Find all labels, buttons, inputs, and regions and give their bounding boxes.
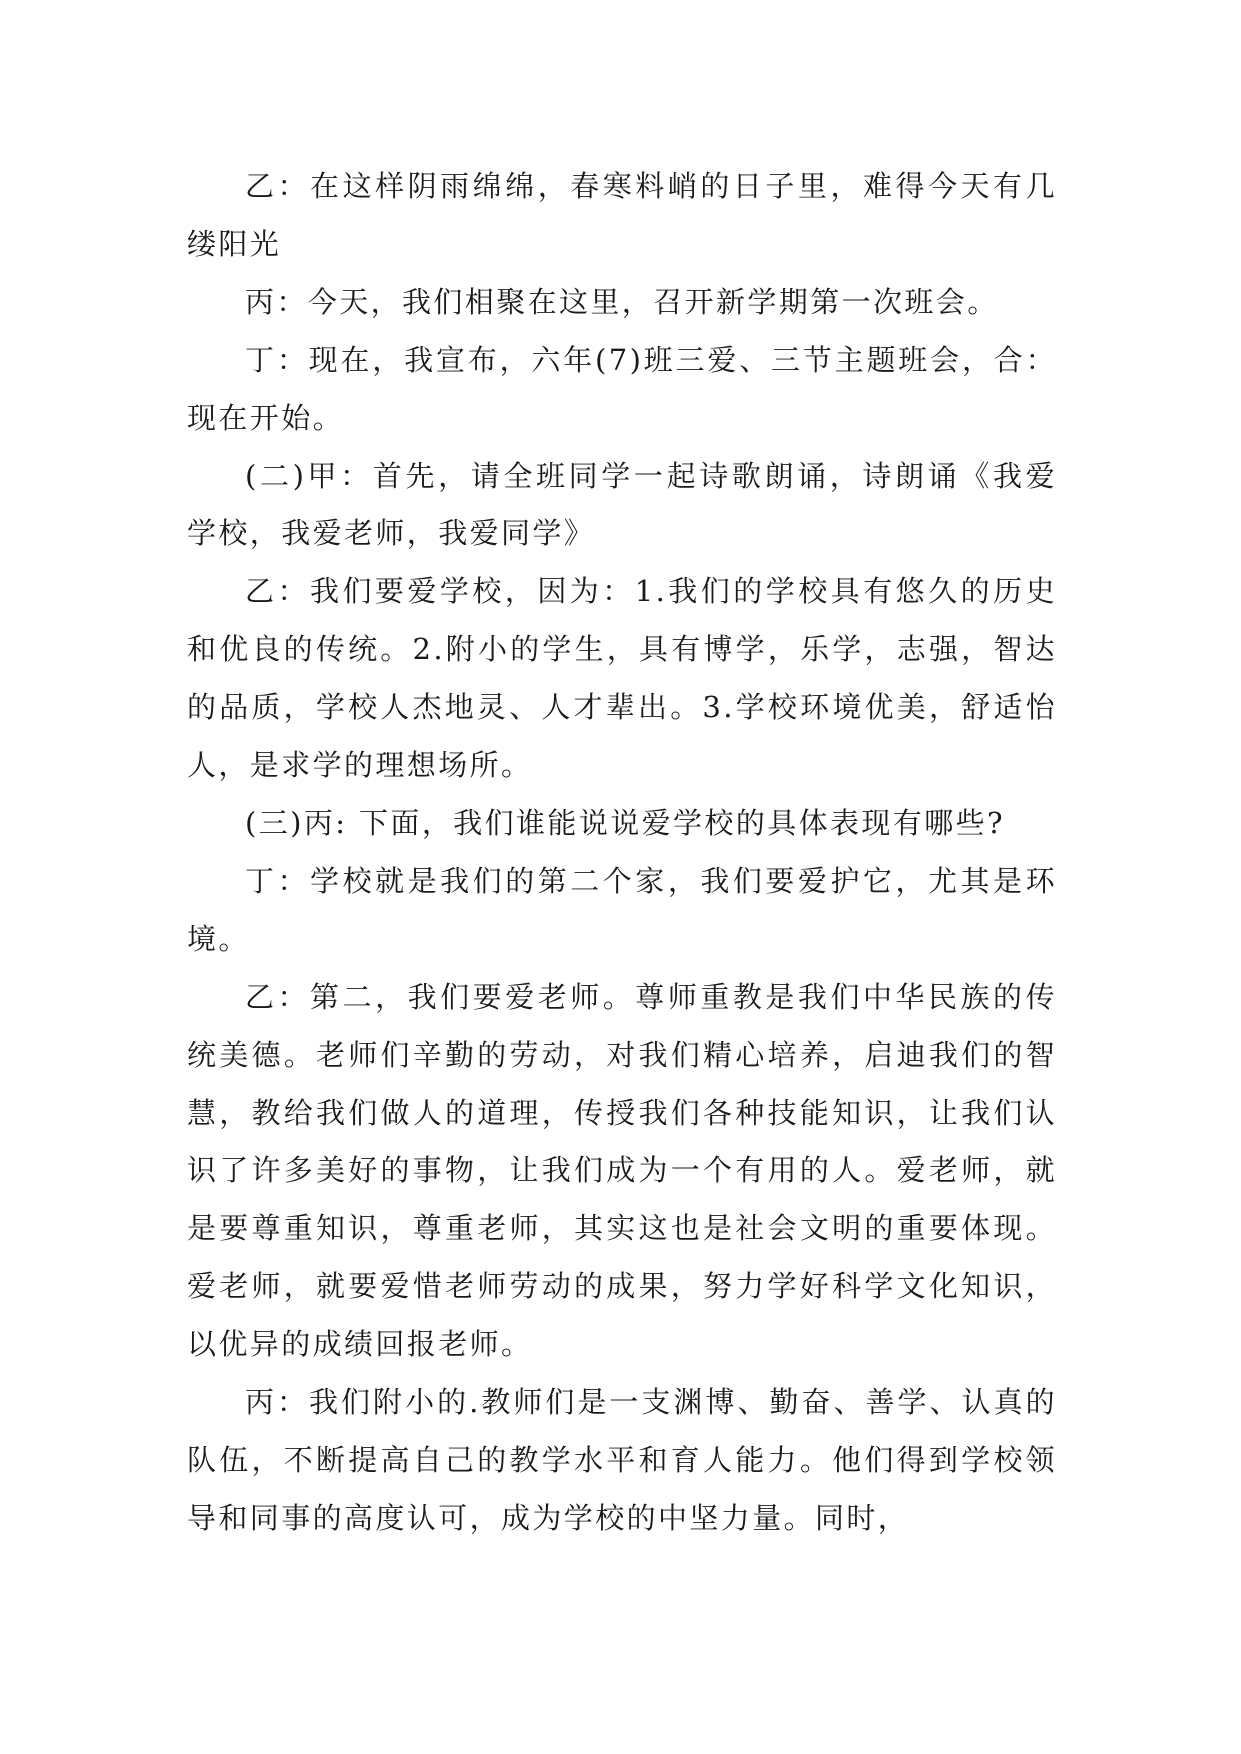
paragraph-9: 丙：我们附小的.教师们是一支渊博、勤奋、善学、认真的队伍，不断提高自己的教学水平和育人能力。他们得到学校领导和同事的高度认可，成为学校的中坚力量。同时， [187,1385,1057,1535]
paragraph-6: (三)丙: 下面，我们谁能说说爱学校的具体表现有哪些? [245,805,1005,840]
paragraph-3: 丁：现在，我宣布，六年(7)班三爱、三节主题班会，合：现在开始。 [187,342,1057,435]
paragraph-8: 乙：第二，我们要爱老师。尊师重教是我们中华民族的传统美德。老师们辛勤的劳动，对我们精心培养，启迪我们的智慧，教给我们做人的道理，传授我们各种技能知识，让我们认识了许多美好的事物，让我们成为一个有用的人。爱老师，就是要尊重知识，尊重老师，其实这也是社会文明的重要体现。爱老师，就要爱惜老师劳动的成果，努力学好科学文化知识，以优异的成绩回报老师。 [187,979,1057,1362]
paragraph-7: 丁：学校就是我们的第二个家，我们要爱护它，尤其是环境。 [187,863,1057,956]
paragraph-1: 乙：在这样阴雨绵绵，春寒料峭的日子里，难得今天有几缕阳光 [187,169,1057,261]
document-body [187,158,1057,1548]
paragraph-4: (二)甲：首先，请全班同学一起诗歌朗诵，诗朗诵《我爱学校，我爱老师，我爱同学》 [187,458,1057,551]
paragraph-2: 丙：今天，我们相聚在这里，召开新学期第一次班会。 [245,284,999,319]
paragraph-5: 乙：我们要爱学校，因为：1.我们的学校具有悠久的历史和优良的传统。2.附小的学生，具有博学，乐学，志强，智达的品质，学校人杰地灵、人才辈出。3.学校环境优美，舒适怡人，是求学的理想场所。 [187,574,1057,783]
